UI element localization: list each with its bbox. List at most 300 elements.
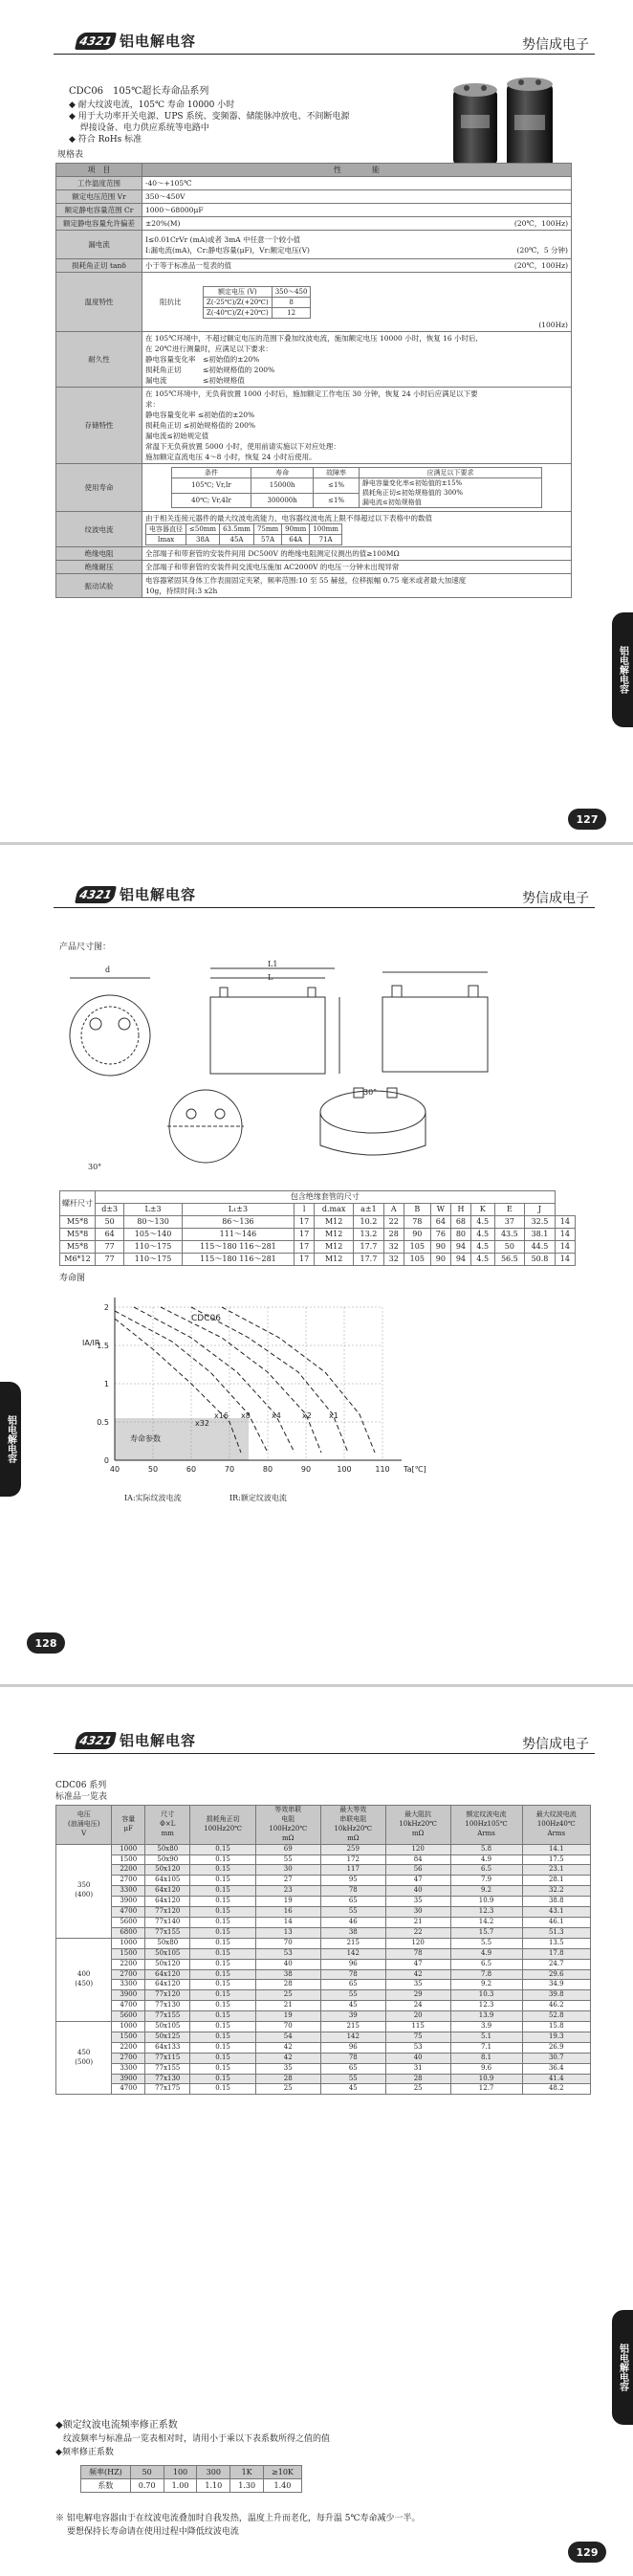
impedance-table: [203, 286, 311, 319]
dim-cell: 90: [404, 1229, 430, 1241]
table-cell: 0.15: [190, 1990, 255, 2001]
table-cell: 29: [385, 1990, 450, 2001]
std-col: 最大阻抗 10kHz20℃ mΩ: [385, 1806, 450, 1845]
dim-cell: 32: [383, 1254, 404, 1266]
correction-sub: ◆频率修正系数: [55, 2448, 114, 2457]
x-tick-label: 50: [147, 1465, 159, 1474]
dim-cell: 78: [404, 1216, 430, 1229]
dim-cell: 10.2: [354, 1216, 384, 1229]
feature-item: ◆ 符合 RoHs 标准: [69, 135, 142, 144]
table-cell: 1000: [112, 1844, 145, 1854]
dim-cell: 17: [295, 1216, 315, 1229]
table-cell: 46: [320, 1917, 385, 1927]
ripple-cell: 38A: [186, 535, 220, 545]
table-cell: 0.15: [190, 1938, 255, 1948]
dim-cell: 105～140: [124, 1229, 182, 1241]
table-cell: 78: [385, 1948, 450, 1959]
table-row: [56, 1886, 591, 1897]
freq-coef: 0.70: [130, 2479, 164, 2493]
table-cell: 75: [385, 2032, 450, 2042]
table-cell: 7.9: [450, 1876, 522, 1886]
table-cell: 7.8: [450, 1969, 522, 1980]
table-cell: 43.1: [522, 1907, 590, 1918]
table-cell: 10.3: [450, 1990, 522, 2001]
spec-table-title: 规格表: [57, 150, 84, 160]
table-row: [56, 1854, 591, 1865]
table-cell: 259: [320, 1844, 385, 1854]
table-cell: 14.1: [522, 1844, 590, 1854]
table-cell: 0.15: [190, 1876, 255, 1886]
dim-cell: 90: [430, 1254, 450, 1266]
table-cell: 69: [255, 1844, 320, 1854]
feature-list: [69, 100, 349, 145]
legend-ir: IR:额定纹波电流: [229, 1494, 287, 1502]
table-cell: 95: [320, 1876, 385, 1886]
dim-cell: 17: [295, 1254, 315, 1266]
life-chart: [67, 1288, 449, 1489]
table-cell: 4700: [112, 2084, 145, 2095]
table-cell: 77x130: [145, 2001, 190, 2011]
dim-cell: 94: [450, 1241, 470, 1254]
table-cell: 0.15: [190, 1948, 255, 1959]
dim-cell: 14: [555, 1254, 575, 1266]
table-cell: 38: [255, 1969, 320, 1980]
table-cell: 1500: [112, 1854, 145, 1865]
table-cell: 29.6: [522, 1969, 590, 1980]
table-cell: 5.1: [450, 2032, 522, 2042]
table-cell: 70: [255, 1938, 320, 1948]
table-cell: 5.8: [450, 1844, 522, 1854]
page-number: 128: [27, 1632, 65, 1654]
dim-cell: 110～175: [124, 1254, 182, 1266]
table-cell: 0.15: [190, 2022, 255, 2032]
table-cell: 96: [320, 2042, 385, 2053]
table-row: [56, 2022, 591, 2032]
dim-cell: 22: [383, 1216, 404, 1229]
row-label: 使用寿命: [56, 464, 142, 512]
table-cell: 12.3: [450, 2001, 522, 2011]
table-cell: 78: [320, 1969, 385, 1980]
page-divider: [0, 1684, 633, 1687]
company-name: 势信成电子: [522, 37, 589, 53]
table-title: 标准品一览表: [55, 1792, 108, 1802]
row-label: 漏电流: [56, 231, 142, 259]
x-tick-label: 70: [224, 1465, 235, 1474]
table-cell: 120: [385, 1844, 450, 1854]
dim-cell: M12: [315, 1254, 354, 1266]
y-tick-label: 1: [103, 1380, 109, 1388]
imp-cell: Z(-40℃)/Z(+20℃): [204, 307, 273, 318]
table-cell: 50x125: [145, 2032, 190, 2042]
shade-label: 寿命参数: [130, 1434, 161, 1443]
table-cell: 5.5: [450, 1938, 522, 1948]
table-cell: 3300: [112, 1980, 145, 1990]
table-cell: 42: [255, 2042, 320, 2053]
table-cell: 46.1: [522, 1917, 590, 1927]
row-value: [142, 259, 572, 273]
table-cell: 26.9: [522, 2042, 590, 2053]
shelf-line: 损耗角正切 ≤初始规格值的 200%: [145, 421, 255, 430]
table-row: [56, 1865, 591, 1876]
imp-cell: 350～450: [272, 286, 311, 297]
table-cell: 3.9: [450, 2022, 522, 2032]
page-127: [0, 0, 633, 842]
footnote: 要想保持长寿命请在使用过程中降低纹波电流: [55, 2527, 239, 2537]
table-cell: 215: [320, 1938, 385, 1948]
table-cell: 78: [320, 1886, 385, 1897]
ripple-cell: 电容器直径: [146, 524, 186, 535]
brand-badge: 4321: [75, 1732, 117, 1749]
section-tab-label: 铝电解电容: [5, 1415, 16, 1463]
shelf-line: 漏电流≤初始规定值: [145, 432, 209, 440]
table-cell: 24.7: [522, 1959, 590, 1969]
standard-table: [55, 1805, 591, 2095]
dim-label-l: L: [268, 973, 273, 982]
dim-cell: M12: [315, 1229, 354, 1241]
dim-col: H: [450, 1204, 470, 1216]
dim-cell: 32: [383, 1241, 404, 1254]
std-col: 额定纹波电流 100Hz105℃ Arms: [450, 1806, 522, 1845]
table-cell: 53: [255, 1948, 320, 1959]
tol-value: ±20%(M): [145, 219, 181, 228]
table-row: [56, 1959, 591, 1969]
tan-note: (20℃，100Hz): [513, 261, 568, 270]
table-cell: 13.9: [450, 2011, 522, 2022]
dim-bolt: M5*8: [60, 1229, 96, 1241]
dim-row: [60, 1254, 576, 1266]
dim-col: L₁±3: [182, 1204, 294, 1216]
dim-label-angle: 30°: [88, 1163, 102, 1171]
table-cell: 24: [385, 2001, 450, 2011]
row-label: 耐久性: [56, 332, 142, 388]
table-cell: 2700: [112, 1876, 145, 1886]
page-header: [54, 1728, 595, 1754]
y-tick-label: 2: [103, 1303, 109, 1312]
table-row: [56, 1948, 591, 1959]
dim-cell: 76: [430, 1229, 450, 1241]
row-label: 工作温度范围: [56, 177, 142, 190]
brand-name: 铝电解电容: [120, 1732, 197, 1749]
ripple-cell: 75mm: [253, 524, 281, 535]
ripple-cell: 90mm: [282, 524, 310, 535]
endurance-line: 在 20℃进行测量时，应满足以下要求：: [145, 344, 273, 353]
table-cell: 0.15: [190, 1844, 255, 1854]
table-cell: 142: [320, 2032, 385, 2042]
shelf-line: 在 105℃环境中，无负荷放置 1000 小时后，施加额定工作电压 30 分钟，恢复 24 小时后应满足以下要: [145, 389, 478, 398]
table-cell: 47: [385, 1876, 450, 1886]
leak-line: I:漏电流(mA)，Cr:静电容量(μF)，Vr:额定电压(V): [145, 245, 310, 255]
table-cell: 16: [255, 1907, 320, 1918]
table-cell: 22: [385, 1927, 450, 1938]
table-cell: 19.3: [522, 2032, 590, 2042]
table-row: [56, 2032, 591, 2042]
std-col: 等效串联 电阻 100Hz20℃ mΩ: [255, 1806, 320, 1845]
table-cell: 64x105: [145, 1876, 190, 1886]
life-head: 寿命: [251, 468, 314, 478]
freq-coef: 系数: [81, 2479, 131, 2493]
dim-col: E: [494, 1204, 525, 1216]
table-cell: 0.15: [190, 2063, 255, 2074]
table-cell: 13.5: [522, 1938, 590, 1948]
table-cell: 172: [320, 1854, 385, 1865]
tol-note: (20℃，100Hz): [513, 219, 568, 228]
table-cell: 3300: [112, 2063, 145, 2074]
table-cell: 5600: [112, 2011, 145, 2022]
table-cell: 14.2: [450, 1917, 522, 1927]
freq-coef: 1.00: [164, 2479, 197, 2493]
table-cell: 25: [255, 2084, 320, 2095]
table-cell: 35: [385, 1980, 450, 1990]
row-label: 温度特性: [56, 273, 142, 332]
dim-cell: 14: [555, 1216, 575, 1229]
dim-col: a±1: [354, 1204, 384, 1216]
table-cell: 2700: [112, 2053, 145, 2063]
table-cell: 65: [320, 1897, 385, 1907]
dim-cell: 50: [494, 1241, 525, 1254]
x-tick-label: 60: [186, 1465, 197, 1474]
life-cell: ≤1%: [314, 493, 360, 508]
tan-value: 小于等于标准品一览表的值: [145, 261, 231, 270]
table-cell: 77x175: [145, 2084, 190, 2095]
table-cell: 34.9: [522, 1980, 590, 1990]
table-cell: 0.15: [190, 2011, 255, 2022]
dim-col: d.max: [315, 1204, 354, 1216]
dim-cell: 17.7: [354, 1254, 384, 1266]
dim-cell: 80～130: [124, 1216, 182, 1229]
table-cell: 40: [385, 1886, 450, 1897]
table-cell: 42: [385, 1969, 450, 1980]
row-value: -40～+105℃: [142, 177, 572, 190]
table-row: [56, 2074, 591, 2084]
table-cell: 0.15: [190, 1907, 255, 1918]
table-cell: 30.7: [522, 2053, 590, 2063]
table-cell: 47: [385, 1959, 450, 1969]
table-cell: 4.9: [450, 1948, 522, 1959]
series-label: x8: [241, 1411, 251, 1420]
std-col: 电压 (浪涌电压) V: [56, 1806, 112, 1845]
table-cell: 8.1: [450, 2053, 522, 2063]
table-cell: 4700: [112, 1907, 145, 1918]
table-cell: 51.3: [522, 1927, 590, 1938]
table-cell: 5600: [112, 1917, 145, 1927]
table-cell: 23.1: [522, 1865, 590, 1876]
dim-col: J: [525, 1204, 556, 1216]
y-tick-label: 0.5: [97, 1418, 109, 1427]
table-cell: 0.15: [190, 1897, 255, 1907]
x-tick-label: 80: [262, 1465, 273, 1474]
table-cell: 142: [320, 1948, 385, 1959]
dim-cell: 4.5: [470, 1229, 494, 1241]
dim-cell: 17.7: [354, 1241, 384, 1254]
table-cell: 120: [385, 1938, 450, 1948]
table-cell: 28.1: [522, 1876, 590, 1886]
dim-cell: 56.5: [494, 1254, 525, 1266]
dim-cell: M12: [315, 1216, 354, 1229]
life-req-line: 漏电流≤初始规格值: [361, 499, 422, 506]
row-value: [142, 217, 572, 231]
dimension-drawing: [57, 959, 555, 1179]
table-cell: 1000: [112, 1938, 145, 1948]
table-cell: 0.15: [190, 2032, 255, 2042]
table-cell: 14: [255, 1917, 320, 1927]
freq-coef: 1.10: [197, 2479, 230, 2493]
dim-cell: 13.2: [354, 1229, 384, 1241]
dim-cell: 80: [450, 1229, 470, 1241]
table-cell: 19: [255, 2011, 320, 2022]
table-cell: 77x130: [145, 2074, 190, 2084]
series-label: x32: [195, 1419, 209, 1428]
dim-cell: 17: [295, 1241, 315, 1254]
table-cell: 77x140: [145, 1917, 190, 1927]
table-cell: 40: [255, 1959, 320, 1969]
series-label: x1: [329, 1411, 338, 1420]
dim-bolt: M6*12: [60, 1254, 96, 1266]
shelf-line: 常温下无负荷放置 5000 小时，使用前请实施以下对应处理：: [145, 442, 340, 451]
table-cell: 55: [320, 1907, 385, 1918]
dim-cell: 32.5: [525, 1216, 556, 1229]
section-tab: [612, 612, 633, 727]
table-cell: 3900: [112, 1897, 145, 1907]
dim-cell: 64: [96, 1229, 124, 1241]
table-row: [56, 1907, 591, 1918]
series-label: x4: [272, 1411, 281, 1420]
std-col: 容量 μF: [112, 1806, 145, 1845]
feature-item: ◆ 耐大纹波电流，105℃ 寿命 10000 小时: [69, 100, 235, 110]
table-cell: 55: [255, 1854, 320, 1865]
row-value: [142, 388, 572, 464]
life-cell: ≤1%: [314, 478, 360, 494]
dim-label-l1: L1: [268, 960, 278, 968]
dim-bolt: M5*8: [60, 1216, 96, 1229]
table-cell: 19: [255, 1897, 320, 1907]
row-value: 350～450V: [142, 190, 572, 204]
table-cell: 0.15: [190, 2001, 255, 2011]
dim-cell: 43.5: [494, 1229, 525, 1241]
table-cell: 215: [320, 2022, 385, 2032]
table-cell: 115: [385, 2022, 450, 2032]
table-cell: 41.4: [522, 2074, 590, 2084]
table-cell: 28: [385, 2074, 450, 2084]
table-cell: 31: [385, 2063, 450, 2074]
dim-row: [60, 1241, 576, 1254]
section-tab-label: 铝电解电容: [617, 646, 628, 694]
dim-cell: 68: [450, 1216, 470, 1229]
company-name: 势信成电子: [522, 1737, 589, 1752]
table-row: [56, 2001, 591, 2011]
ripple-cell: Imax: [146, 535, 186, 545]
dim-col: B: [404, 1204, 430, 1216]
company-name: 势信成电子: [522, 891, 589, 906]
table-row: [56, 1938, 591, 1948]
freq-head: 频率(HZ): [81, 2466, 131, 2479]
table-cell: 32.2: [522, 1886, 590, 1897]
series-title: CDC06 系列: [55, 1781, 107, 1790]
dim-col: K: [470, 1204, 494, 1216]
dim-cell: 94: [450, 1254, 470, 1266]
brand-logo: [76, 31, 196, 51]
life-req-line: 静电容量变化率≤初始值的±15%: [361, 479, 463, 487]
feature-item: ◆ 用于大功率开关电源、UPS 系统、变频器、储能脉冲放电、不间断电源: [69, 112, 350, 122]
freq-head: 50: [130, 2466, 164, 2479]
table-cell: 40: [385, 2053, 450, 2063]
dim-cell: 4.5: [470, 1216, 494, 1229]
table-row: [56, 2063, 591, 2074]
table-cell: 48.2: [522, 2084, 590, 2095]
row-label: 额定静电容量范围 Cr: [56, 204, 142, 217]
table-cell: 56: [385, 1865, 450, 1876]
table-cell: 0.15: [190, 2074, 255, 2084]
ripple-cell: 57A: [253, 535, 281, 545]
series-title: CDC06 105℃超长寿命品系列: [69, 86, 209, 97]
section-tab: [0, 1382, 21, 1497]
life-cell: 15000h: [251, 478, 314, 494]
table-cell: 2200: [112, 2042, 145, 2053]
table-cell: 50x105: [145, 1948, 190, 1959]
dim-cell: 14: [555, 1241, 575, 1254]
table-row: [56, 1969, 591, 1980]
endurance-line: 漏电流 ≤初始规格值: [145, 376, 245, 385]
table-cell: 6.5: [450, 1865, 522, 1876]
table-cell: 65: [320, 1980, 385, 1990]
std-col: 损耗角正切 100Hz20℃: [190, 1806, 255, 1845]
table-cell: 77x115: [145, 2053, 190, 2063]
dim-cell: 77: [96, 1254, 124, 1266]
table-cell: 3900: [112, 2074, 145, 2084]
row-label: 存储特性: [56, 388, 142, 464]
table-cell: 28: [255, 1980, 320, 1990]
row-value: [142, 231, 572, 259]
table-cell: 50x120: [145, 1959, 190, 1969]
table-cell: 13: [255, 1927, 320, 1938]
row-label: 额定电压范围 Vr: [56, 190, 142, 204]
row-label: 额定静电容量允许偏差: [56, 217, 142, 231]
table-cell: 2200: [112, 1865, 145, 1876]
table-cell: 64x133: [145, 2042, 190, 2053]
ripple-cell: ≤50mm: [186, 524, 220, 535]
freq-coef: 1.40: [264, 2479, 302, 2493]
table-cell: 4700: [112, 2001, 145, 2011]
dim-bolt: M5*8: [60, 1241, 96, 1254]
section-tab-label: 铝电解电容: [617, 2343, 628, 2391]
row-label: 振动试验: [56, 574, 142, 598]
table-row: [56, 2084, 591, 2095]
table-cell: 0.15: [190, 2084, 255, 2095]
table-cell: 0.15: [190, 1886, 255, 1897]
spec-header-item: 项 目: [56, 164, 142, 177]
legend-ia: IA:实际纹波电流: [124, 1494, 182, 1502]
life-head: 故障率: [314, 468, 360, 478]
table-cell: 21: [385, 1917, 450, 1927]
table-cell: 54: [255, 2032, 320, 2042]
table-cell: 84: [385, 1854, 450, 1865]
freq-head: ≥10K: [264, 2466, 302, 2479]
row-value: [142, 512, 572, 547]
table-cell: 7.1: [450, 2042, 522, 2053]
table-cell: 36.4: [522, 2063, 590, 2074]
dim-cell: 14: [555, 1229, 575, 1241]
table-cell: 3300: [112, 1886, 145, 1897]
table-cell: 9.2: [450, 1980, 522, 1990]
imp-cell: 8: [272, 297, 311, 307]
table-cell: 2700: [112, 1969, 145, 1980]
table-cell: 10.9: [450, 2074, 522, 2084]
table-cell: 35: [255, 2063, 320, 2074]
table-cell: 77x120: [145, 1990, 190, 2001]
table-cell: 9.2: [450, 1886, 522, 1897]
dim-label-d: d: [105, 966, 111, 974]
dim-row: [60, 1216, 576, 1229]
freq-coef: 1.30: [230, 2479, 264, 2493]
